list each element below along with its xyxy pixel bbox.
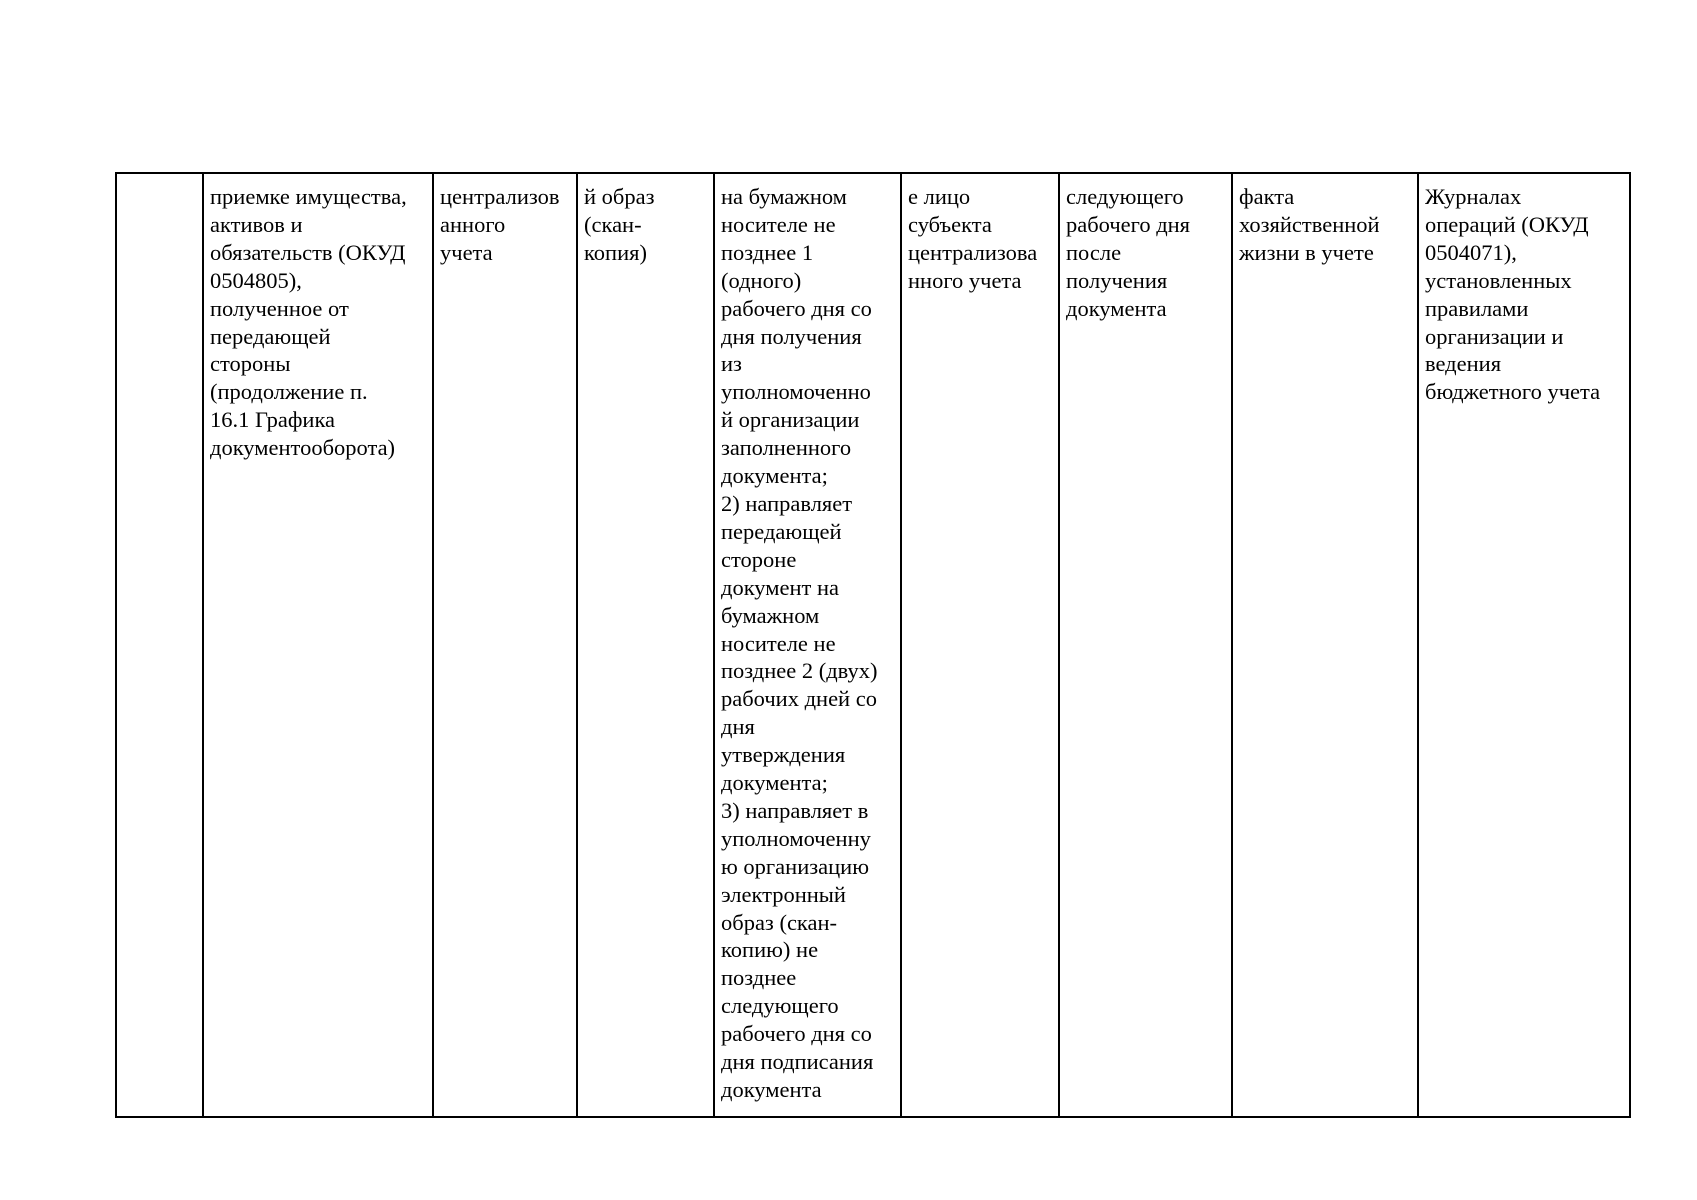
document-table [115,172,1631,1118]
cell-responsible-unit: централизов анного учета [433,173,577,1117]
cell-deadline: следующего рабочего дня после получения документа [1059,173,1232,1117]
cell-accounting-fact: факта хозяйственной жизни в учете [1232,173,1418,1117]
cell-registers: Журналах операций (ОКУД 0504071), установленных правилами организации и ведения бюджетного учета [1418,173,1630,1117]
cell-document-name: приемке имущества, активов и обязательств (ОКУД 0504805), полученное от передающей стороны (продолжение п. 16.1 Графика документооборота) [203,173,433,1117]
cell-procedure: на бумажном носителе не позднее 1 (одного) рабочего дня со дня получения из уполномоченно й организации заполненного документа; 2) направляет передающей стороне документ на бумажном носителе не позднее 2 (двух) рабочих дней со дня утверждения документа; 3) направляет в уполномоченну ю организацию электронный образ (скан- копию) не позднее следующего рабочего дня со дня подписания документа [714,173,901,1117]
cell-document-form: й образ (скан- копия) [577,173,714,1117]
table-row [116,173,1630,1117]
cell-number [116,173,203,1117]
cell-responsible-person: е лицо субъекта централизова нного учета [901,173,1059,1117]
